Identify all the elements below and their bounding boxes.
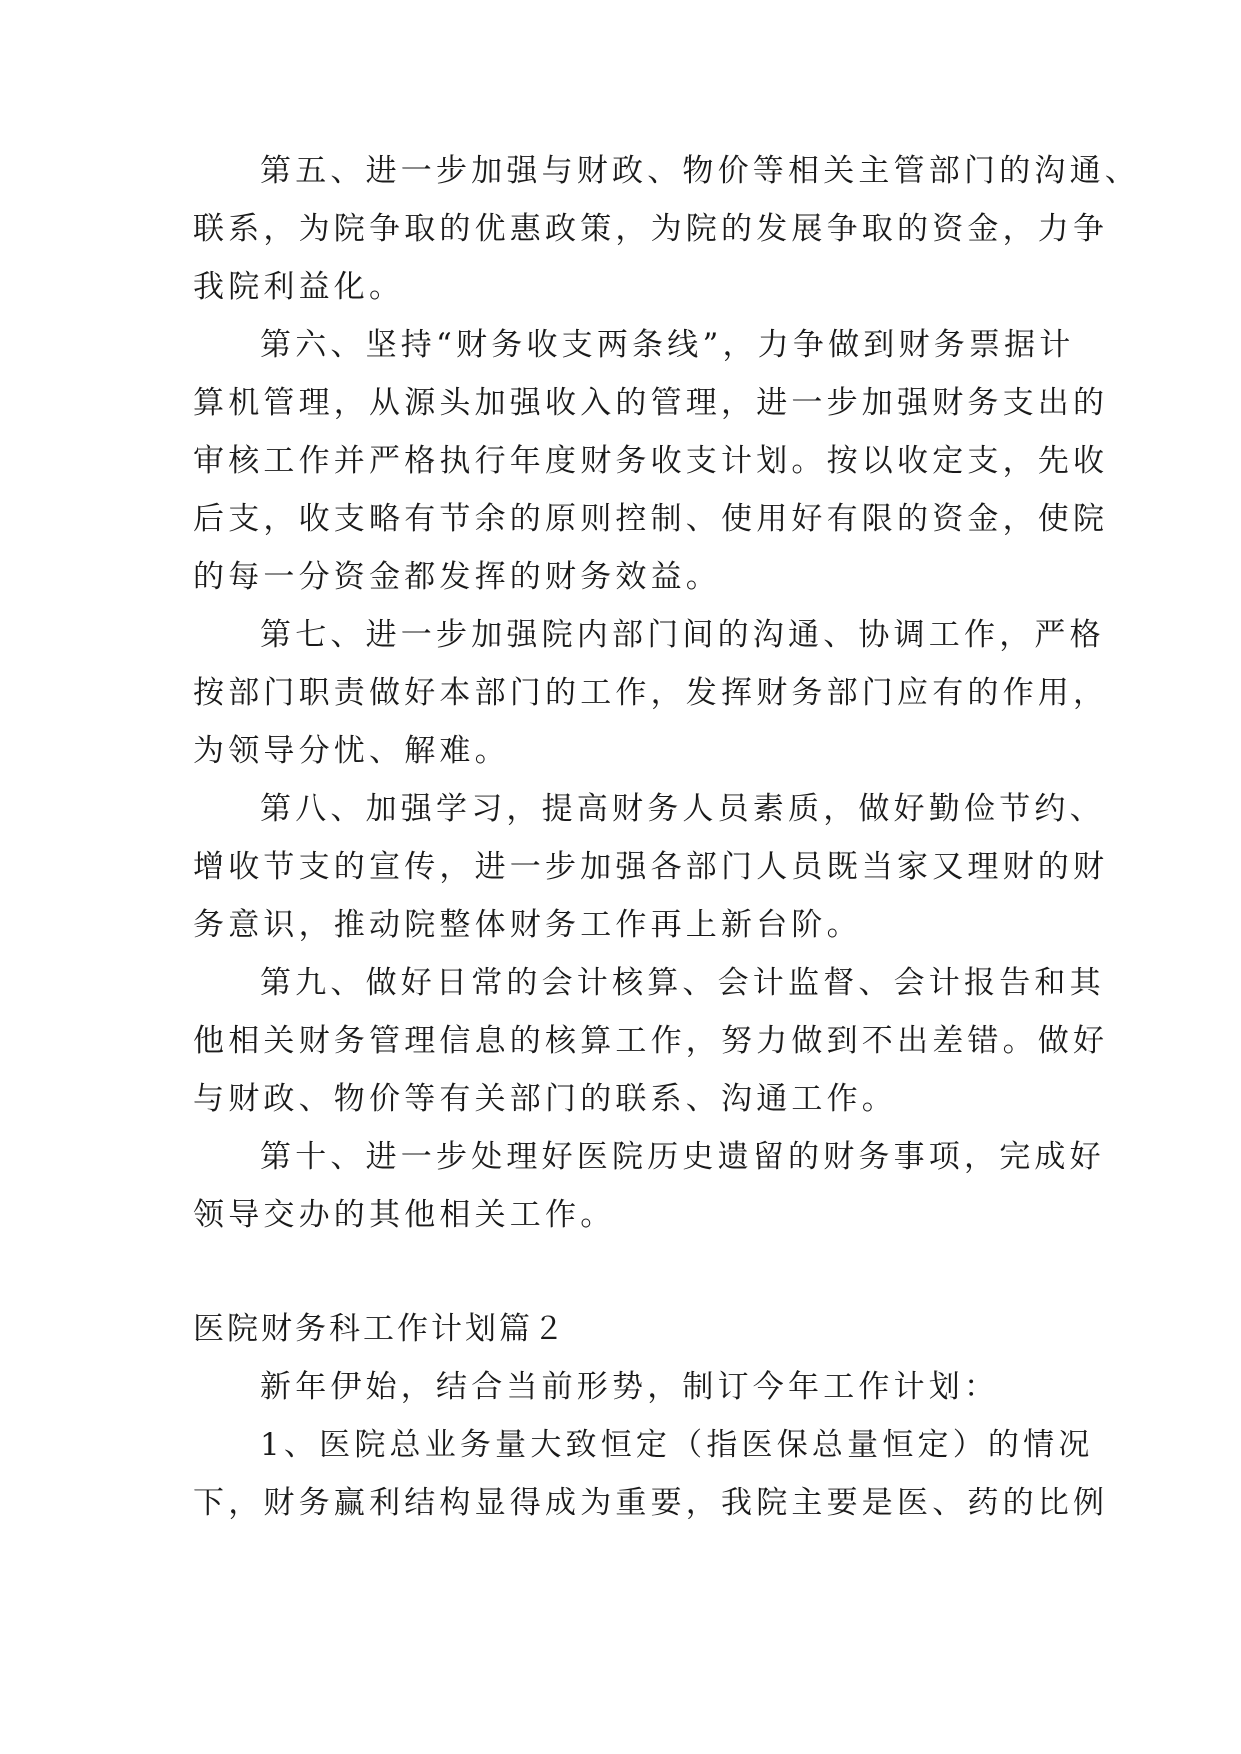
paragraph-5-line-1: 第五、进一步加强与财政、物价等相关主管部门的沟通、 xyxy=(260,153,1140,189)
item-1-line-2: 下，财务赢利结构显得成为重要，我院主要是医、药的比例 xyxy=(193,1485,1109,1521)
item-1-line-1: 1、医院总业务量大致恒定（指医保总量恒定）的情况 xyxy=(260,1427,1094,1463)
paragraph-6-line-2: 算机管理，从源头加强收入的管理，进一步加强财务支出的 xyxy=(193,385,1109,421)
intro-line: 新年伊始，结合当前形势，制订今年工作计划： xyxy=(260,1369,1000,1405)
paragraph-9-line-3: 与财政、物价等有关部门的联系、沟通工作。 xyxy=(193,1081,897,1117)
paragraph-6-line-1: 第六、坚持“财务收支两条线”，力争做到财务票据计 xyxy=(260,327,1075,363)
section-heading: 医院财务科工作计划篇２ xyxy=(193,1311,567,1347)
paragraph-8-line-2: 增收节支的宣传，进一步加强各部门人员既当家又理财的财 xyxy=(193,849,1109,885)
paragraph-10-line-2: 领导交办的其他相关工作。 xyxy=(193,1197,616,1233)
paragraph-5-line-3: 我院利益化。 xyxy=(193,269,405,305)
paragraph-8-line-1: 第八、加强学习，提高财务人员素质，做好勤俭节约、 xyxy=(260,791,1105,827)
paragraph-5-line-2: 联系，为院争取的优惠政策，为院的发展争取的资金，力争 xyxy=(193,211,1109,247)
paragraph-9-line-2: 他相关财务管理信息的核算工作，努力做到不出差错。做好 xyxy=(193,1023,1109,1059)
paragraph-6-line-5: 的每一分资金都发挥的财务效益。 xyxy=(193,559,721,595)
paragraph-9-line-1: 第九、做好日常的会计核算、会计监督、会计报告和其 xyxy=(260,965,1105,1001)
paragraph-8-line-3: 务意识，推动院整体财务工作再上新台阶。 xyxy=(193,907,862,943)
paragraph-6-line-4: 后支，收支略有节余的原则控制、使用好有限的资金，使院 xyxy=(193,501,1109,537)
paragraph-6-line-3: 审核工作并严格执行年度财务收支计划。按以收定支，先收 xyxy=(193,443,1109,479)
paragraph-7-line-2: 按部门职责做好本部门的工作，发挥财务部门应有的作用， xyxy=(193,675,1109,711)
paragraph-10-line-1: 第十、进一步处理好医院历史遗留的财务事项，完成好 xyxy=(260,1139,1105,1175)
paragraph-7-line-1: 第七、进一步加强院内部门间的沟通、协调工作，严格 xyxy=(260,617,1105,653)
paragraph-7-line-3: 为领导分忧、解难。 xyxy=(193,733,510,769)
